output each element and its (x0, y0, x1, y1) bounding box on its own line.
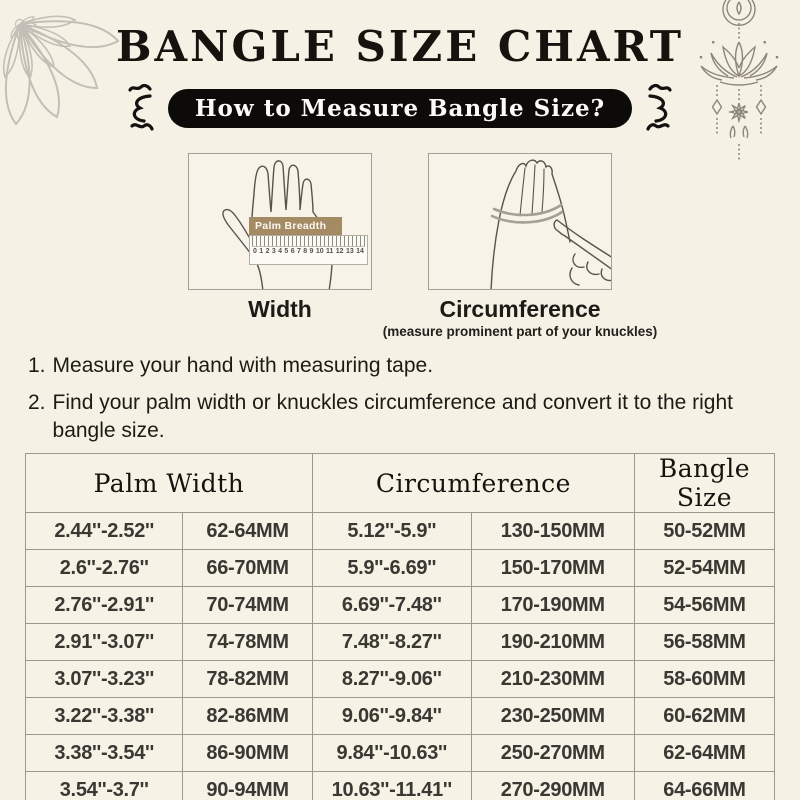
table-cell: 64-66MM (634, 772, 774, 800)
how-to-measure-banner: How to Measure Bangle Size? (168, 89, 632, 128)
squiggle-bracket-right-icon (642, 82, 676, 134)
table-cell: 60-62MM (634, 698, 774, 735)
ruler-number: 2 (265, 248, 270, 256)
table-row (26, 550, 775, 587)
table-cell: 9.06''-9.84'' (312, 698, 471, 735)
table-cell: 70-74MM (183, 587, 313, 624)
table-cell: 3.38''-3.54'' (26, 735, 183, 772)
knuckle-circumference-illustration (428, 153, 612, 290)
ruler-number: 12 (335, 248, 344, 256)
ruler-number: 11 (325, 248, 334, 256)
instruction-text: Measure your hand with measuring tape. (52, 354, 434, 378)
table-cell: 5.9''-6.69'' (312, 550, 471, 587)
table-row (26, 587, 775, 624)
table-cell: 52-54MM (634, 550, 774, 587)
ruler-number: 7 (296, 248, 301, 256)
table-row (26, 698, 775, 735)
table-cell: 6.69''-7.48'' (312, 587, 471, 624)
table-header-row (26, 454, 775, 513)
table-cell: 2.44''-2.52'' (26, 513, 183, 550)
table-cell: 3.07''-3.23'' (26, 661, 183, 698)
circumference-diagram (382, 153, 658, 339)
width-diagram (188, 153, 372, 339)
table-cell: 170-190MM (471, 587, 634, 624)
instruction-text: Find your palm width or knuckles circumference and convert it to the right bangle size. (52, 391, 733, 442)
palm-breadth-label: Palm Breadth (249, 217, 342, 235)
squiggle-bracket-left-icon (124, 82, 158, 134)
table-cell: 58-60MM (634, 661, 774, 698)
page-title: BANGLE SIZE CHART (116, 22, 684, 71)
table-cell: 2.91''-3.07'' (26, 624, 183, 661)
table-cell: 8.27''-9.06'' (312, 661, 471, 698)
table-cell: 130-150MM (471, 513, 634, 550)
table-cell: 86-90MM (183, 735, 313, 772)
ruler-number: 14 (356, 248, 364, 256)
instruction-2 (28, 389, 800, 444)
table-cell: 56-58MM (634, 624, 774, 661)
size-conversion-table (25, 453, 775, 800)
table-cell: 9.84''-10.63'' (312, 735, 471, 772)
table-cell: 90-94MM (183, 772, 313, 800)
table-cell: 7.48''-8.27'' (312, 624, 471, 661)
ruler-number: 9 (309, 248, 314, 256)
table-cell: 82-86MM (183, 698, 313, 735)
palm-width-illustration (188, 153, 372, 290)
table-cell: 270-290MM (471, 772, 634, 800)
banner-row (0, 82, 800, 134)
table-cell: 190-210MM (471, 624, 634, 661)
table-cell: 150-170MM (471, 550, 634, 587)
table-cell: 3.54''-3.7'' (26, 772, 183, 800)
circumference-note: (measure prominent part of your knuckles) (382, 323, 658, 339)
ruler-graphic (249, 235, 368, 265)
instruction-number: 2. (28, 391, 46, 415)
table-cell: 3.22''-3.38'' (26, 698, 183, 735)
table-cell: 250-270MM (471, 735, 634, 772)
table-cell: 230-250MM (471, 698, 634, 735)
table-row (26, 772, 775, 800)
ruler-number: 8 (303, 248, 308, 256)
instruction-number: 1. (28, 354, 46, 378)
instructions (28, 352, 800, 444)
ruler-numbers (250, 247, 367, 255)
table-cell: 210-230MM (471, 661, 634, 698)
table-cell: 10.63''-11.41'' (312, 772, 471, 800)
table-row (26, 735, 775, 772)
table-cell: 78-82MM (183, 661, 313, 698)
table-cell: 66-70MM (183, 550, 313, 587)
knuckle-measure-icon (429, 154, 612, 290)
circumference-caption: Circumference (439, 296, 601, 323)
ruler-number: 13 (345, 248, 354, 256)
ruler-number: 10 (315, 248, 324, 256)
ruler-number: 1 (259, 248, 264, 256)
table-row (26, 513, 775, 550)
table-row (26, 624, 775, 661)
ruler-number: 0 (253, 248, 257, 256)
table-row (26, 661, 775, 698)
table-cell: 2.76''-2.91'' (26, 587, 183, 624)
ruler-ticks (252, 236, 365, 247)
ruler-number: 5 (284, 248, 289, 256)
table-cell: 54-56MM (634, 587, 774, 624)
table-header-palm-width: Palm Width (26, 454, 313, 513)
table-header-bangle-size: Bangle Size (634, 454, 774, 513)
table-cell: 74-78MM (183, 624, 313, 661)
measurement-diagrams (0, 153, 800, 339)
table-cell: 5.12''-5.9'' (312, 513, 471, 550)
table-header-circumference: Circumference (312, 454, 634, 513)
table-cell: 62-64MM (183, 513, 313, 550)
table-cell: 62-64MM (634, 735, 774, 772)
instruction-1 (28, 352, 800, 380)
table-cell: 50-52MM (634, 513, 774, 550)
width-caption: Width (248, 296, 312, 323)
ruler-number: 3 (271, 248, 276, 256)
table-cell: 2.6''-2.76'' (26, 550, 183, 587)
ruler-number: 4 (278, 248, 283, 256)
ruler-number: 6 (290, 248, 295, 256)
